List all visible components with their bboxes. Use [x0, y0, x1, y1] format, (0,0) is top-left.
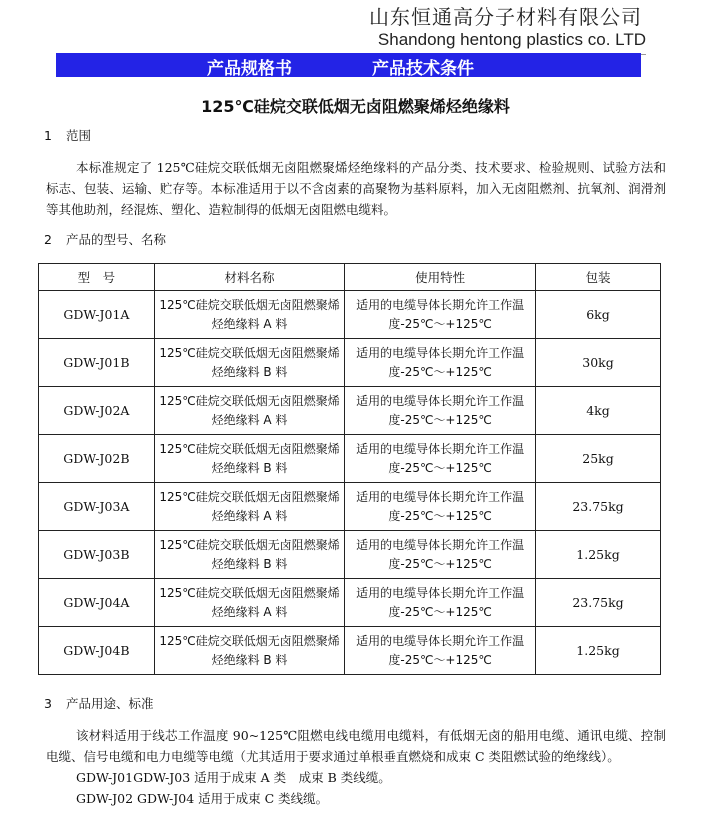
cell-packaging: 23.75kg [536, 483, 661, 531]
header-usage: 使用特性 [345, 264, 536, 291]
cell-material-name: 125℃硅烷交联低烟无卤阻燃聚烯烃绝缘料 A 料 [154, 483, 344, 531]
cell-material-name: 125℃硅烷交联低烟无卤阻燃聚烯烃绝缘料 A 料 [154, 579, 344, 627]
section-number: 2 [44, 232, 52, 247]
cell-packaging: 25kg [536, 435, 661, 483]
section-heading [44, 230, 166, 248]
cell-material-name: 125℃硅烷交联低烟无卤阻燃聚烯烃绝缘料 B 料 [154, 339, 344, 387]
cell-packaging: 6kg [536, 291, 661, 339]
usage-line: GDW-J02 GDW-J04 适用于成束 C 类线缆。 [76, 791, 329, 806]
cell-model: GDW-J01B [39, 339, 155, 387]
scope-paragraph [46, 157, 666, 220]
section-heading [44, 694, 154, 712]
cell-usage: 适用的电缆导体长期允许工作温度-25℃～+125℃ [345, 339, 536, 387]
cell-usage: 适用的电缆导体长期允许工作温度-25℃～+125℃ [345, 531, 536, 579]
header-packaging: 包装 [536, 264, 661, 291]
table-row [39, 627, 661, 675]
usage-paragraph [46, 725, 666, 809]
cell-model: GDW-J03B [39, 531, 155, 579]
cell-usage: 适用的电缆导体长期允许工作温度-25℃～+125℃ [345, 435, 536, 483]
usage-line: GDW-J01GDW-J03 适用于成束 A 类 成束 B 类线缆。 [76, 770, 391, 785]
cell-packaging: 30kg [536, 339, 661, 387]
section-number: 1 [44, 128, 52, 143]
section-title: 范围 [66, 128, 92, 143]
cell-model: GDW-J03A [39, 483, 155, 531]
product-table [38, 263, 661, 675]
header-model: 型 号 [39, 264, 155, 291]
section-number: 3 [44, 696, 52, 711]
section-title: 产品用途、标准 [66, 696, 154, 711]
table-row [39, 435, 661, 483]
table-row [39, 483, 661, 531]
table-row [39, 387, 661, 435]
company-header [184, 0, 646, 55]
cell-usage: 适用的电缆导体长期允许工作温度-25℃～+125℃ [345, 627, 536, 675]
cell-model: GDW-J04A [39, 579, 155, 627]
title-banner [56, 53, 641, 77]
banner-right-label: 产品技术条件 [372, 59, 474, 79]
cell-model: GDW-J01A [39, 291, 155, 339]
cell-model: GDW-J02B [39, 435, 155, 483]
cell-usage: 适用的电缆导体长期允许工作温度-25℃～+125℃ [345, 291, 536, 339]
usage-text: 该材料适用于线芯工作温度 90~125℃阻燃电线电缆用电缆料，有低烟无卤的船用电缆、通讯电缆、控制电缆、信号电缆和电力电缆等电缆（尤其适用于要求通过单根垂直燃烧和成束 C 类阻燃试验的绝缘线）。 [46, 728, 666, 764]
cell-packaging: 23.75kg [536, 579, 661, 627]
table-header-row [39, 264, 661, 291]
section-title: 产品的型号、名称 [66, 232, 167, 247]
cell-material-name: 125℃硅烷交联低烟无卤阻燃聚烯烃绝缘料 A 料 [154, 387, 344, 435]
table-row [39, 339, 661, 387]
table-row [39, 531, 661, 579]
cell-model: GDW-J04B [39, 627, 155, 675]
cell-packaging: 1.25kg [536, 531, 661, 579]
cell-material-name: 125℃硅烷交联低烟无卤阻燃聚烯烃绝缘料 B 料 [154, 627, 344, 675]
cell-usage: 适用的电缆导体长期允许工作温度-25℃～+125℃ [345, 483, 536, 531]
header-material-name: 材料名称 [154, 264, 344, 291]
cell-material-name: 125℃硅烷交联低烟无卤阻燃聚烯烃绝缘料 B 料 [154, 435, 344, 483]
table-row [39, 579, 661, 627]
cell-material-name: 125℃硅烷交联低烟无卤阻燃聚烯烃绝缘料 B 料 [154, 531, 344, 579]
table-row [39, 291, 661, 339]
company-name-cn: 山东恒通高分子材料有限公司 [369, 5, 642, 29]
section-heading [44, 126, 91, 144]
document-title: 125℃硅烷交联低烟无卤阻燃聚烯烃绝缘料 [201, 97, 510, 116]
cell-usage: 适用的电缆导体长期允许工作温度-25℃～+125℃ [345, 387, 536, 435]
cell-packaging: 1.25kg [536, 627, 661, 675]
cell-packaging: 4kg [536, 387, 661, 435]
cell-material-name: 125℃硅烷交联低烟无卤阻燃聚烯烃绝缘料 A 料 [154, 291, 344, 339]
cell-model: GDW-J02A [39, 387, 155, 435]
scope-text: 本标准规定了 125℃硅烷交联低烟无卤阻燃聚烯烃绝缘料的产品分类、技术要求、检验规则、试验方法和标志、包装、运输、贮存等。本标准适用于以不含卤素的高聚物为基料原料，加入无卤阻燃剂、抗氧剂、润滑剂等其他助剂，经混炼、塑化、造粒制得的低烟无卤阻燃电缆料。 [46, 160, 666, 217]
cell-usage: 适用的电缆导体长期允许工作温度-25℃～+125℃ [345, 579, 536, 627]
company-name-en: Shandong hentong plastics co. LTD [377, 30, 646, 49]
banner-left-label: 产品规格书 [207, 59, 292, 79]
